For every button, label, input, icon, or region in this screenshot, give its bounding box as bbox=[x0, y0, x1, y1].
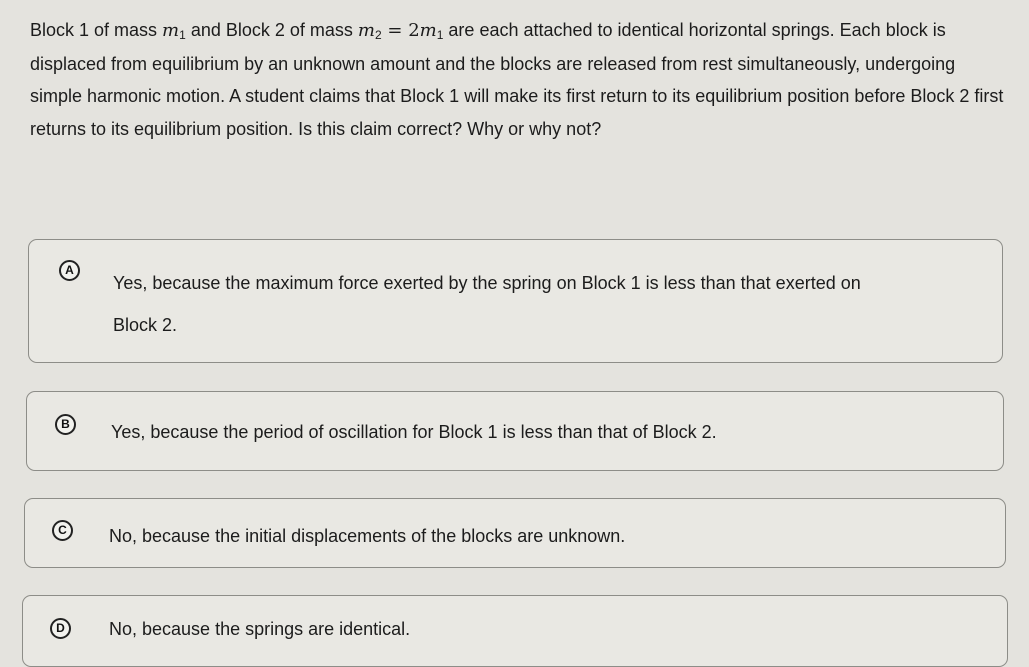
question-part-1: Block 1 of mass bbox=[30, 20, 163, 40]
mass-1-subscript-repeat: 1 bbox=[436, 28, 444, 42]
option-d-letter-badge: D bbox=[50, 618, 71, 639]
mass-1-symbol: m bbox=[162, 20, 180, 41]
option-a-letter-badge: A bbox=[59, 260, 80, 281]
mass-1-subscript: 1 bbox=[179, 28, 186, 42]
answer-option-b[interactable] bbox=[26, 391, 1004, 471]
option-b-letter-badge: B bbox=[55, 414, 76, 435]
option-a-text: Yes, because the maximum force exerted by the spring on Block 1 is less than that exerted on Block 2. bbox=[113, 273, 861, 335]
question-text bbox=[30, 14, 1005, 145]
question-part-2: and Block 2 of mass bbox=[185, 20, 358, 40]
option-c-text: No, because the initial displacements of the blocks are unknown. bbox=[109, 526, 626, 546]
option-d-text: No, because the springs are identical. bbox=[109, 619, 411, 639]
answer-option-c[interactable] bbox=[24, 498, 1006, 568]
option-b-text: Yes, because the period of oscillation for Block 1 is less than that of Block 2. bbox=[111, 422, 717, 442]
mass-2-subscript: 2 bbox=[374, 28, 382, 42]
answer-option-d[interactable] bbox=[22, 595, 1008, 667]
mass-1-symbol-repeat: m bbox=[419, 20, 437, 41]
option-c-letter-badge: C bbox=[52, 520, 73, 541]
mass-equation-equals: = 2 bbox=[381, 20, 420, 41]
answer-option-a[interactable] bbox=[28, 239, 1003, 363]
question-part-3: are each attached to identical horizontal springs. Each block is displaced from equilibrium by an unknown amount and the blocks are released from rest simultaneously, undergoing simple harmonic motion. A student claims that Block 1 will make its first return to its equilibrium position before Block 2 first returns to its equilibrium position. Is this claim correct? Why or why not? bbox=[30, 20, 1004, 139]
mass-2-symbol: m bbox=[357, 20, 375, 41]
